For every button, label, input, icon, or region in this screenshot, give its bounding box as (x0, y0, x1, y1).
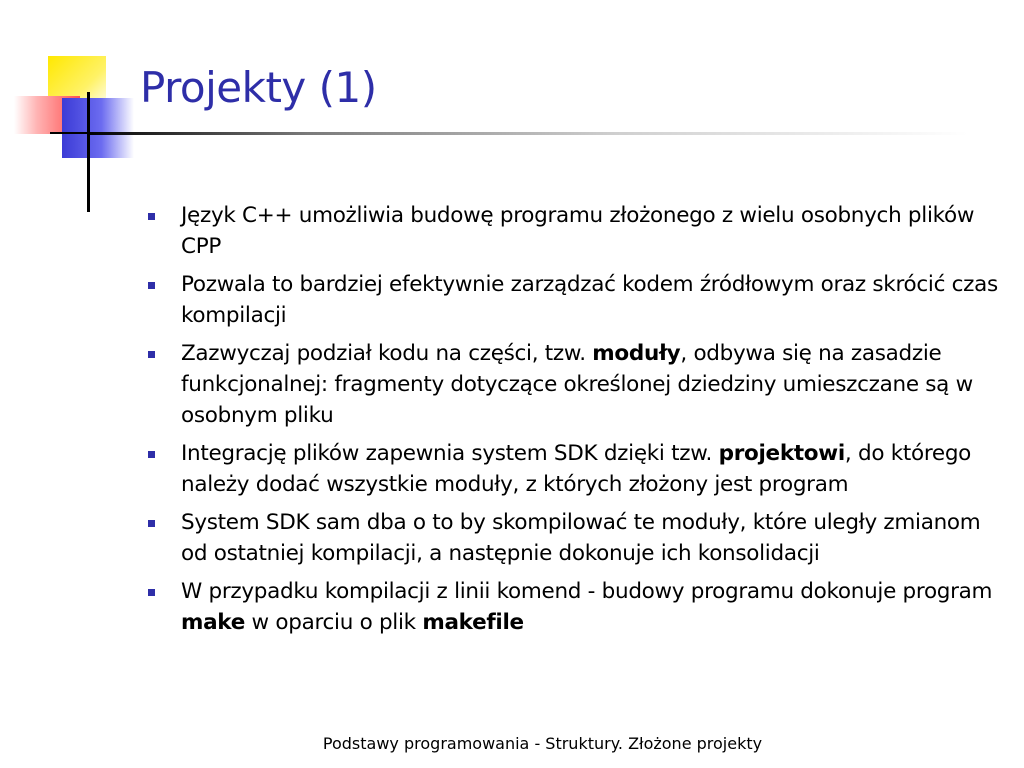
bullet-bold-term: projektowi (718, 441, 845, 466)
title-underline (88, 132, 968, 135)
slide-footer: Podstawy programowania - Struktury. Złożone projekty (322, 734, 763, 753)
bullet-text: , odbywa się na zasadzie funkcjonalnej: fragmenty dotyczące określonej dziedziny umieszczane są w osobnym pliku (181, 341, 973, 428)
bullet-text: w oparciu o plik (245, 610, 423, 635)
bullet-text: W przypadku kompilacji z linii komend - budowy programu dokonuje program (181, 579, 993, 604)
logo-vertical-line (87, 92, 90, 212)
bullet-item (148, 576, 998, 638)
bullet-item (148, 438, 998, 500)
logo-blue-square (62, 98, 134, 158)
bullet-text: Język C++ umożliwia budowę programu złożonego z wielu osobnych plików CPP (181, 203, 975, 259)
bullet-text: Integrację plików zapewnia system SDK dzięki tzw. (181, 441, 719, 466)
bullet-bold-term: moduły (592, 341, 681, 366)
bullet-item (148, 338, 998, 431)
square-bullet-icon (148, 589, 155, 596)
square-bullet-icon (148, 351, 155, 358)
square-bullet-icon (148, 282, 155, 289)
bullet-bold-term: makefile (422, 610, 524, 635)
bullet-bold-term: make (181, 610, 246, 635)
bullet-list (148, 200, 998, 645)
bullet-text: , do którego należy dodać wszystkie moduły, z których złożony jest program (181, 441, 972, 497)
bullet-item (148, 200, 998, 262)
slide-title: Projekty (1) (140, 63, 377, 112)
bullet-item (148, 269, 998, 331)
square-bullet-icon (148, 213, 155, 220)
bullet-text: Zazwyczaj podział kodu na części, tzw. (181, 341, 593, 366)
square-bullet-icon (148, 451, 155, 458)
bullet-text: Pozwala to bardziej efektywnie zarządzać kodem źródłowym oraz skrócić czas kompilacji (181, 272, 998, 328)
bullet-text: System SDK sam dba o to by skompilować te moduły, które uległy zmianom od ostatniej kompilacji, a następnie dokonuje ich konsolidacji (181, 510, 981, 566)
bullet-item (148, 507, 998, 569)
square-bullet-icon (148, 520, 155, 527)
